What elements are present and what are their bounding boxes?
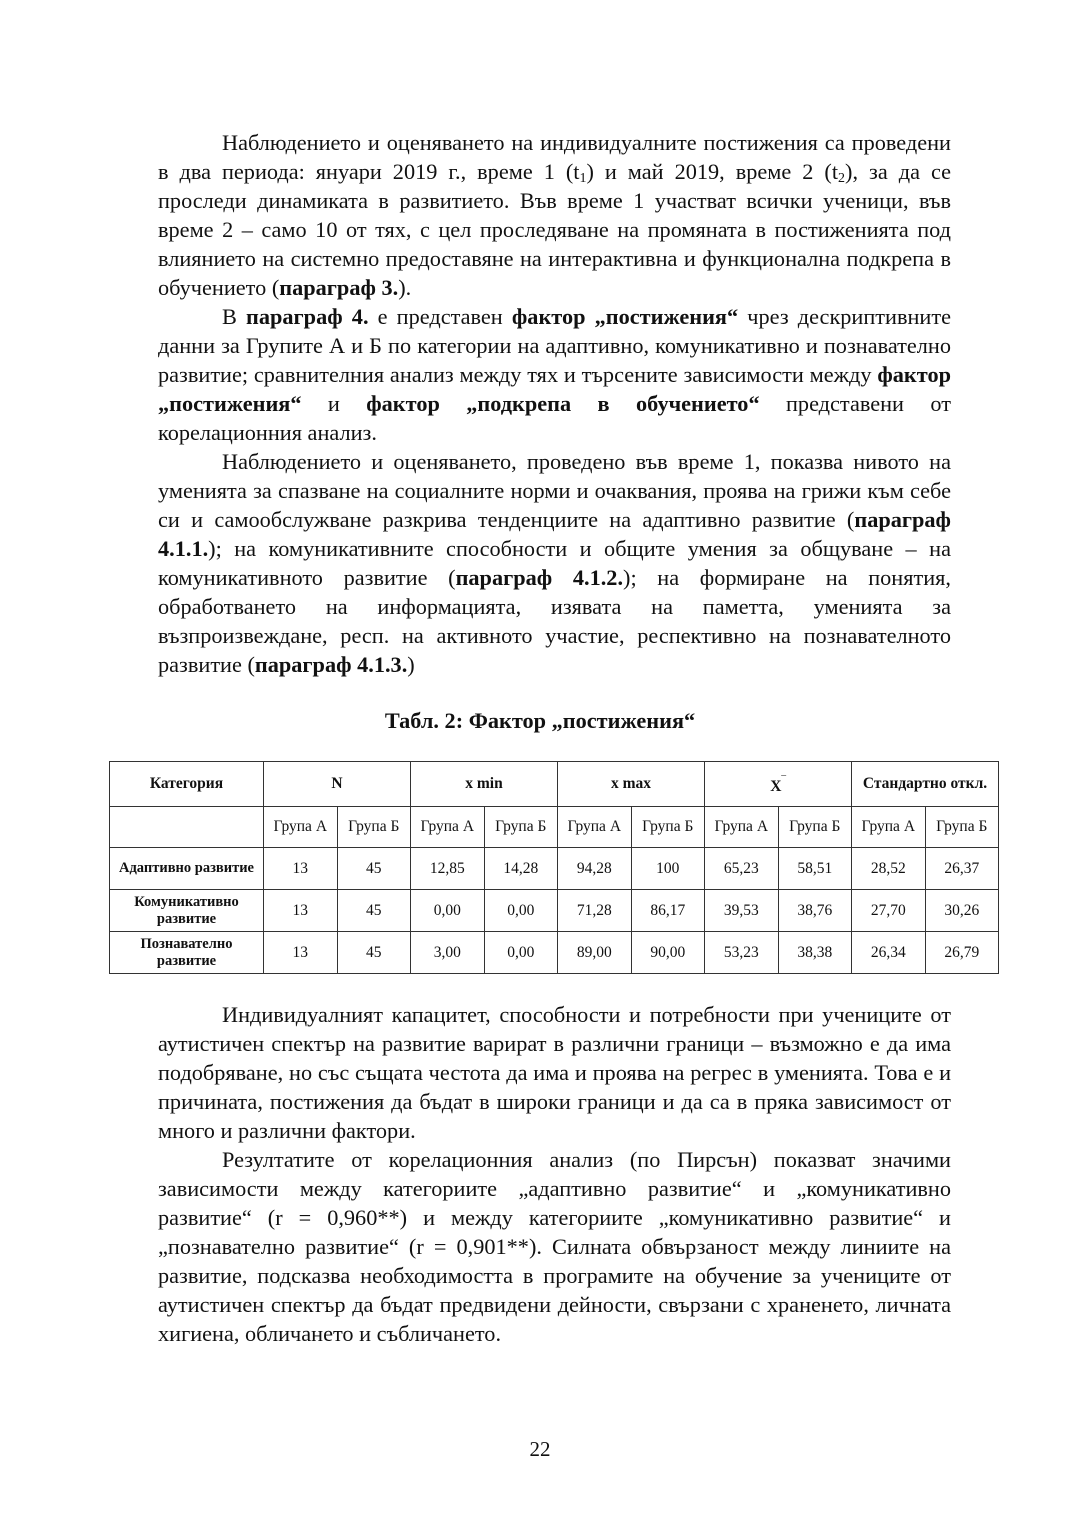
header-xmax: x max — [558, 762, 705, 807]
row-category: Познавателно развитие — [110, 932, 264, 974]
table-row — [110, 848, 999, 890]
subheader-cell: Група А — [705, 807, 779, 848]
table-cell: 13 — [264, 932, 338, 974]
table-cell: 0,00 — [484, 890, 558, 932]
table-cell: 13 — [264, 848, 338, 890]
header-n: N — [264, 762, 411, 807]
table-cell: 100 — [631, 848, 705, 890]
section-ref: параграф 4.1.3. — [254, 652, 408, 677]
table-cell: 86,17 — [631, 890, 705, 932]
subheader-cell: Група Б — [337, 807, 411, 848]
page-number: 22 — [529, 1437, 551, 1461]
subheader-cell: Група А — [852, 807, 926, 848]
table-cell: 12,85 — [411, 848, 485, 890]
table-row — [110, 932, 999, 974]
paragraph-1: Наблюдението и оценяването на индивидуалните постижения са проведени в два периода: януари 2019 г., време 1 $(t_1)$ и май 2019, време 2 $(t_2)$, за да се проследи динамиката в развитието. Във време 1 участват всички ученици, във време 2 – само 10 от тях, с цел проследяване на промяната в постиженията под влиянието на системно предоставяне на интерактивна и функционална подкрепа в обучението (параграф 3.). — [158, 130, 952, 300]
subheader-cell: Група Б — [778, 807, 852, 848]
factor-term: фактор „постижения“ — [511, 304, 739, 329]
subheader-cell: Група Б — [631, 807, 705, 848]
outro-text — [158, 1000, 951, 1348]
table-cell: 39,53 — [705, 890, 779, 932]
header-xmin: x min — [411, 762, 558, 807]
table-row — [110, 890, 999, 932]
achievements-table — [109, 761, 999, 974]
table-cell: 45 — [337, 932, 411, 974]
table-caption: Табл. 2: Фактор „постижения“ — [384, 708, 696, 733]
section-ref: параграф 4.1.1. — [158, 507, 951, 561]
subheader-cell: Група А — [264, 807, 338, 848]
row-category: Комуникативно развитие — [110, 890, 264, 932]
table-header-row — [110, 762, 999, 807]
subheader-cell: Група Б — [925, 807, 999, 848]
subheader-cell: Група А — [558, 807, 632, 848]
table-cell: 28,52 — [852, 848, 926, 890]
table-cell: 58,51 — [778, 848, 852, 890]
table-cell: 0,00 — [484, 932, 558, 974]
subheader-cell: Група А — [411, 807, 485, 848]
table-cell: 26,34 — [852, 932, 926, 974]
paragraph-4: Индивидуалният капацитет, способности и потребности при учениците от аутистичен спектър на развитие варират в различни граници – възможно е да има подобряване, но със същата честота да има и проява на регрес в уменията. Това е и причината, постижения да бъдат в широки граници и да са в пряка зависимост от много и различни фактори. — [158, 1002, 951, 1143]
table-cell: 14,28 — [484, 848, 558, 890]
section-ref: параграф 4. — [246, 304, 369, 329]
section-ref: параграф 4.1.2. — [455, 565, 624, 590]
subheader-cell: Група Б — [484, 807, 558, 848]
header-mean: X‾ — [705, 762, 852, 807]
factor-term: фактор „постижения“ — [158, 362, 951, 416]
table-cell: 90,00 — [631, 932, 705, 974]
paragraph-2: В параграф 4. е представен фактор „постижения“ чрез дескриптивните данни за Групите А и Б по категории на адаптивно, комуникативно и познавателно развитие; сравнителния анализ между тях и търсените зависимости между фактор „постижения“ и фактор „подкрепа в обучението“ представени от корелационния анализ. — [158, 304, 952, 445]
table-cell: 38,76 — [778, 890, 852, 932]
paragraph-5: Резултатите от корелационния анализ (по Пирсън) показват значими зависимости между категориите „адаптивно развитие“ и „комуникативно развитие“ (r = 0,960**) и между категориите „комуникативно развитие“ и „познавателно развитие“ (r = 0,901**). Силната обвързаност между линиите на развитие, подсказва необходимостта в програмите на обучение за учениците от аутистичен спектър да бъдат предвидени дейности, свързани с храненето, личната хигиена, обличането и събличането. — [158, 1147, 951, 1346]
table-cell: 71,28 — [558, 890, 632, 932]
table-subheader-row — [110, 807, 999, 848]
table-cell: 26,37 — [925, 848, 999, 890]
subheader-empty — [110, 807, 264, 848]
table-cell: 26,79 — [925, 932, 999, 974]
intro-text — [158, 128, 951, 679]
row-category: Адаптивно развитие — [110, 848, 264, 890]
table-cell: 27,70 — [852, 890, 926, 932]
table-cell: 3,00 — [411, 932, 485, 974]
table-cell: 0,00 — [411, 890, 485, 932]
header-sd: Стандартно откл. — [852, 762, 999, 807]
paragraph-3: Наблюдението и оценяването, проведено във време 1, показва нивото на уменията за спазване на социалните норми и очаквания, проява на грижи към себе си и самообслужване разкрива тенденциите на адаптивно развитие (параграф 4.1.1.); на комуникативните способности и общите умения за общуване – на комуникативното развитие (параграф 4.1.2.); на формиране на понятия, обработването на информацията, изявата на паметта, уменията за възпроизвеждане, респ. на активното участие, респективно на познавателното развитие (параграф 4.1.3.) — [158, 449, 951, 677]
section-ref: параграф 3. — [279, 275, 399, 300]
table-cell: 94,28 — [558, 848, 632, 890]
table-cell: 45 — [337, 848, 411, 890]
table-cell: 13 — [264, 890, 338, 932]
table-cell: 38,38 — [778, 932, 852, 974]
factor-term: фактор „подкрепа в обучението“ — [366, 391, 760, 416]
table-cell: 45 — [337, 890, 411, 932]
table-cell: 30,26 — [925, 890, 999, 932]
table-cell: 53,23 — [705, 932, 779, 974]
table-cell: 89,00 — [558, 932, 632, 974]
table-cell: 65,23 — [705, 848, 779, 890]
header-category: Категория — [110, 762, 264, 807]
